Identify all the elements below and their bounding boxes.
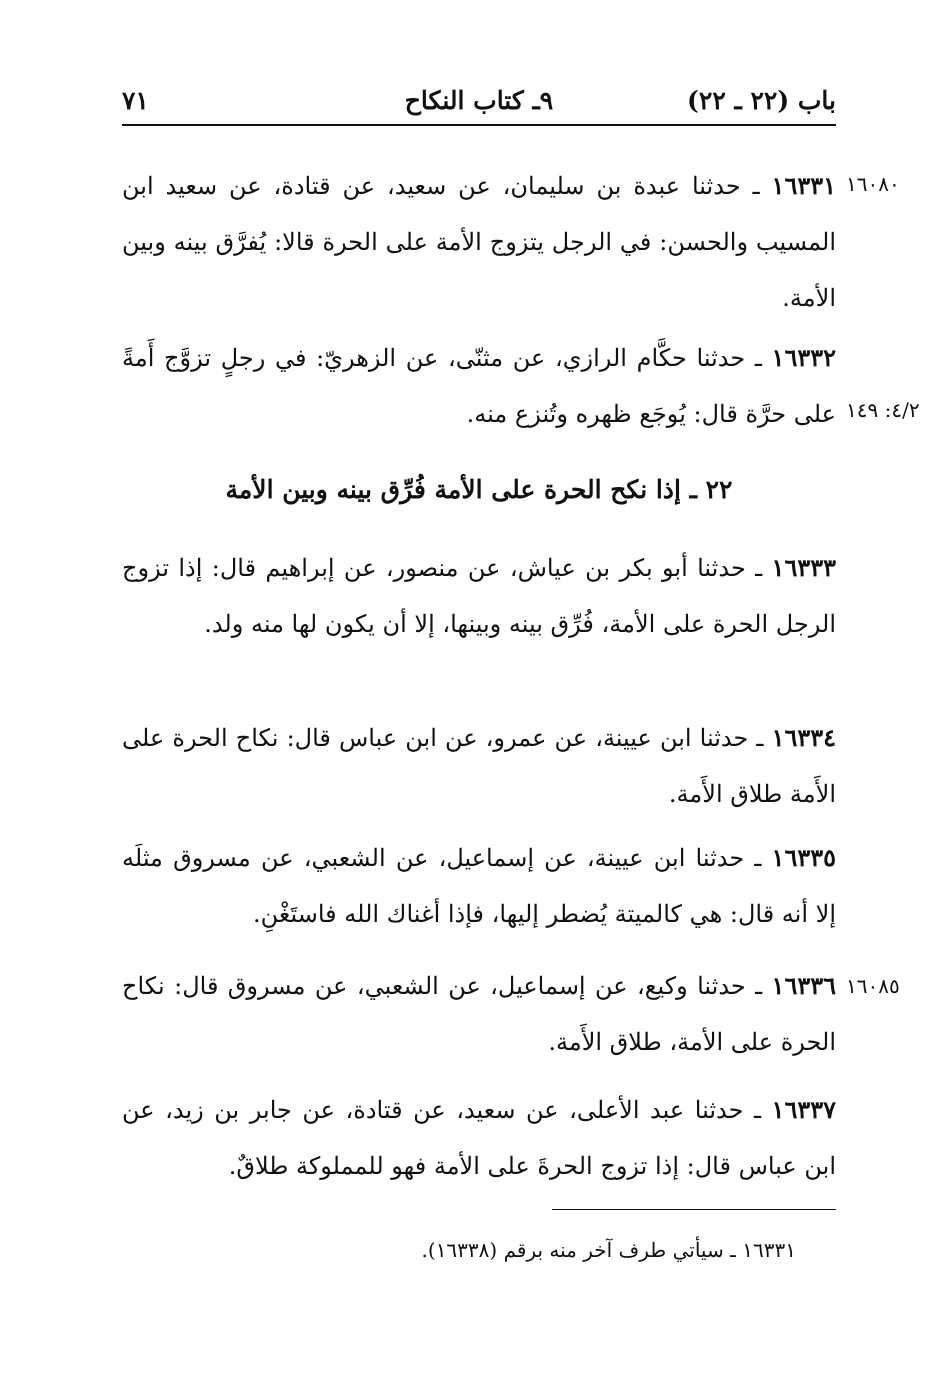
entry-text: ـ حدثنا ابن عيينة، عن إسماعيل، عن الشعبي، عن مسروق مثلَه إلا أنه قال: هي كالميتة يُضطر إليها، فإذا أغناك الله فاستَغْنِ. (122, 844, 836, 928)
hadith-entry (122, 540, 836, 652)
entry-text: ـ حدثنا وكيع، عن إسماعيل، عن الشعبي، عن مسروق قال: نكاح الحرة على الأمة، طلاق الأَمة. (122, 972, 836, 1056)
entry-text: ـ حدثنا ابن عيينة، عن عمرو، عن ابن عباس قال: نكاح الحرة على الأَمة طلاق الأَمة. (122, 724, 836, 808)
hadith-entry (122, 158, 836, 326)
header-section-label: باب (٢٢ ـ ٢٢) (687, 86, 836, 115)
hadith-entry (122, 710, 836, 822)
entry-number: ١٦٣٣٥ (771, 843, 836, 872)
entry-number: ١٦٣٣٦ (771, 971, 836, 1000)
entry-number: ١٦٣٣١ (771, 171, 836, 200)
entry-text: ـ حدثنا عبدة بن سليمان، عن سعيد، عن قتادة، عن سعيد ابن المسيب والحسن: في الرجل يتزوج الأمة على الحرة قالا: يُفرَّق بينه وبين الأمة. (122, 172, 836, 312)
footnote-divider (552, 1209, 836, 1210)
entry-text: ـ حدثنا عبد الأعلى، عن سعيد، عن قتادة، عن جابر بن زيد، عن ابن عباس قال: إذا تزوج الحرةَ على الأمة فهو للمملوكة طلاقٌ. (122, 1096, 836, 1180)
header-book-title: ٩ـ كتاب النكاح (404, 86, 554, 115)
page-header (122, 78, 836, 122)
margin-reference: ٤/٢: ١٤٩ (846, 398, 920, 422)
entry-text: ـ حدثنا أبو بكر بن عياش، عن منصور، عن إبراهيم قال: إذا تزوج الرجل الحرة على الأمة، فُرِّق بينه وبينها، إلا أن يكون لها منه ولد. (122, 554, 836, 638)
footnote: ١٦٣٣١ ـ سيأتي طرف آخر منه برقم (١٦٣٣٨). (421, 1238, 796, 1262)
section-heading: ٢٢ ـ إذا نكح الحرة على الأمة فُرِّق بينه وبين الأمة (225, 475, 733, 504)
header-divider (122, 124, 836, 126)
entry-number: ١٦٣٣٢ (771, 343, 836, 372)
header-page-number: ٧١ (122, 86, 149, 115)
hadith-entry (122, 330, 836, 442)
entry-number: ١٦٣٣٣ (771, 553, 836, 582)
margin-reference: ١٦٠٨٥ (846, 974, 900, 998)
margin-reference: ١٦٠٨٠ (846, 172, 900, 196)
entry-number: ١٦٣٣٤ (771, 723, 837, 752)
entry-number: ١٦٣٣٧ (771, 1095, 836, 1124)
entry-text: ـ حدثنا حكَّام الرازي، عن مثنّى، عن الزهريّ: في رجلٍ تزوَّج أَمةً على حرَّة قال: يُوجَع ظهره وتُنزع منه. (122, 344, 836, 428)
hadith-entry (122, 830, 836, 942)
hadith-entry (122, 958, 836, 1070)
hadith-entry (122, 1082, 836, 1194)
